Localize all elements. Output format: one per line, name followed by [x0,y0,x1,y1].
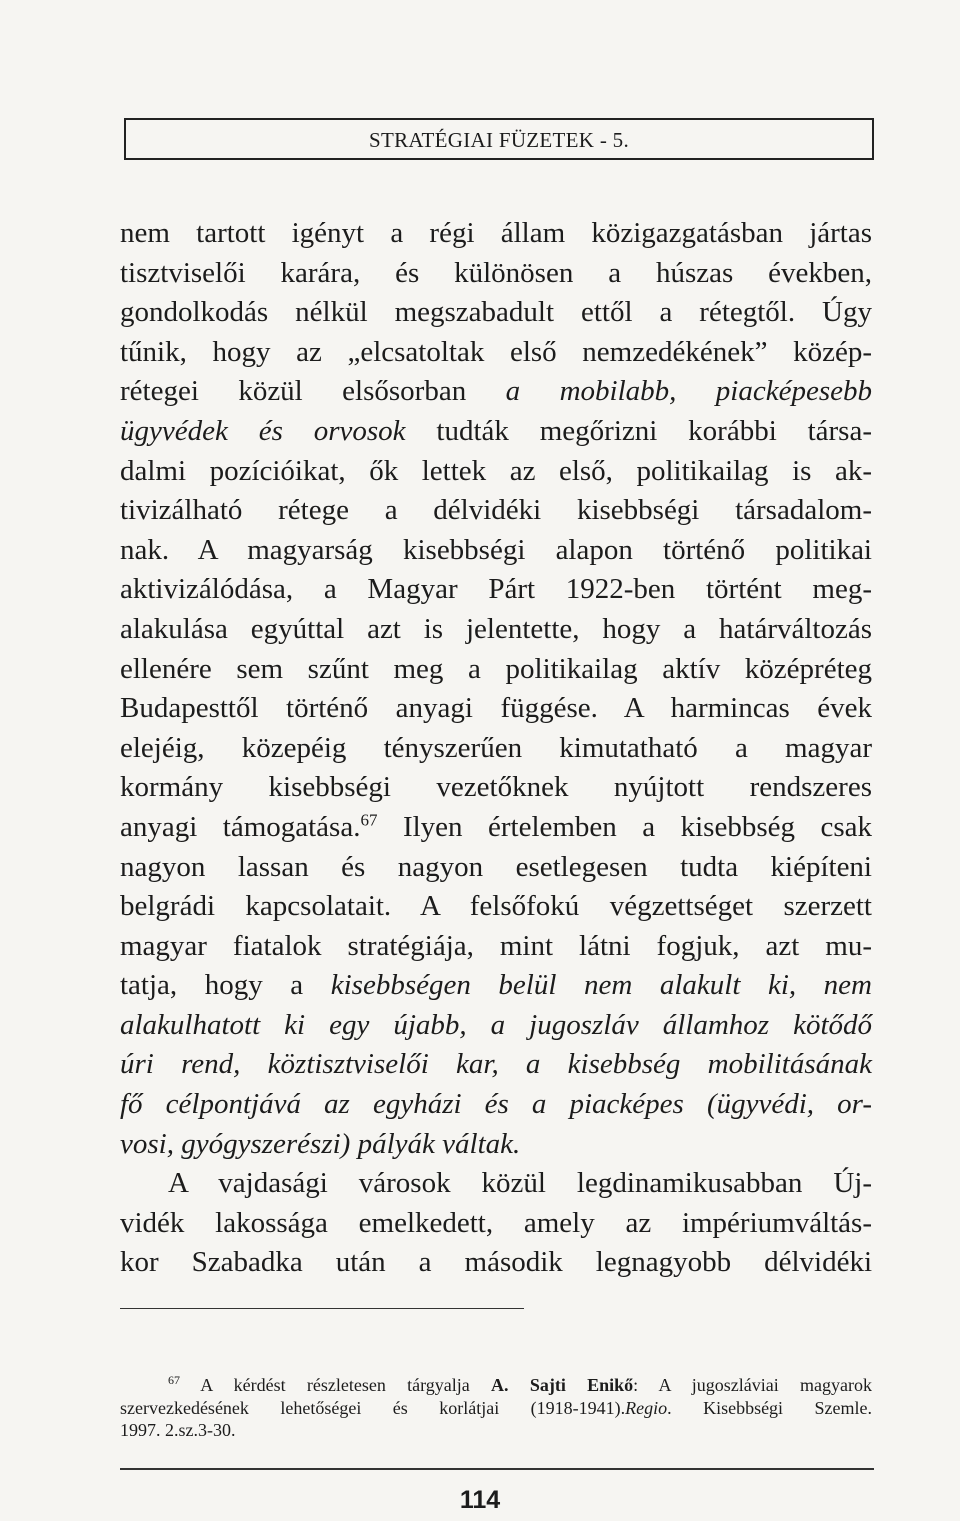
text-line: tivizálható rétege a délvidéki kisebbségi társadalom- [120,494,872,527]
footnote-line: 1997. 2.sz.3-30. [120,1420,236,1440]
text-run: tudták megőrizni korábbi társa- [405,414,872,447]
italic-run: fő célpontjává az egyházi és a piacképes (ügyvédi, or- [120,1088,872,1121]
italic-run: vosi, gyógyszerészi) pályák váltak. [120,1127,521,1160]
text-line: nem tartott igényt a régi állam közigazgatásban jártas [120,217,872,249]
running-header-title: STRATÉGIAI FÜZETEK - 5. [368,128,630,152]
text-line: alakulása egyúttal azt is jelentette, hogy a határváltozás [120,612,872,645]
text-line: tűnik, hogy az „elcsatoltak első nemzedékének” közép- [120,335,872,368]
text-line [120,1006,872,1046]
footnote-line [120,1397,872,1420]
italic-run: a mobilabb, piacképesebb [505,375,873,408]
page-number: 114 [459,1486,501,1514]
text-line [120,1085,872,1125]
text-line: nagyon lassan és nagyon esetlegesen tudta kiépíteni [120,850,872,883]
italic-run: úri rend, köztisztviselői kar, a kisebbség mobilitásának [120,1048,872,1081]
text-line [120,1125,872,1165]
text-line: belgrádi kapcsolatait. A felsőfokú végzettséget szerzett [120,890,872,923]
text-line: ellenére sem szűnt meg a politikailag aktív középréteg [120,652,872,685]
text-line [120,412,872,452]
text-run: tatja, hogy a [120,969,331,1002]
text-line [120,966,872,1006]
footnote-line [120,1374,872,1397]
text-line: vidék lakossága emelkedett, amely az impériumváltás- [120,1206,872,1239]
text-line: aktivizálódása, a Magyar Párt 1922-ben történt meg- [120,573,872,606]
text-run: szervezkedésének lehetőségei és korlátjai (1918-1941). [120,1397,626,1418]
running-header [124,118,874,160]
text-line: dalmi pozícióikat, ők lettek az első, politikailag is ak- [120,454,872,487]
text-line: A vajdasági városok közül legdinamikusabban Új- [168,1167,872,1200]
text-line [120,372,872,412]
footnote-author: A. Sajti Enikő [491,1375,634,1395]
text-run: anyagi támogatása. [120,810,361,843]
footnote-ref[interactable]: 67 [360,810,378,830]
text-run: . Kisebbségi Szemle. [667,1397,872,1418]
text-line: elejéig, közepéig tényszerűen kimutatható a magyar [120,731,872,764]
italic-run: ügyvédek és orvosok [120,414,406,447]
text-run: A kérdést részletesen tárgyalja [180,1375,492,1395]
text-line: kor Szabadka után a második legnagyobb délvidéki [120,1246,872,1279]
text-line: nak. A magyarság kisebbségi alapon történő politikai [120,533,872,566]
text-line [120,808,872,848]
text-run: Ilyen értelemben a kisebbség csak [377,810,872,843]
footnote [120,1374,872,1442]
footnote-divider [120,1308,524,1309]
text-run: : A jugoszláviai magyarok [633,1375,872,1395]
italic-run: kisebbségen belül nem alakult ki, nem [330,969,872,1002]
text-line: gondolkodás nélkül megszabadult ettől a rétegtől. Úgy [120,296,872,329]
text-line [120,1045,872,1085]
text-line: tisztviselői karára, és különösen a húszas években, [120,256,872,289]
text-line: magyar fiatalok stratégiája, mint látni fogjuk, azt mu- [120,929,872,962]
main-text [120,214,872,1283]
italic-run: alakulhatott ki egy újabb, a jugoszláv államhoz kötődő [120,1008,872,1041]
text-run: rétegei közül elsősorban [120,375,506,408]
bottom-divider [120,1468,874,1470]
text-line: Budapesttől történő anyagi függése. A harmincas évek [120,692,872,725]
text-line: kormány kisebbségi vezetőknek nyújtott rendszeres [120,771,872,804]
footnote-journal: Regio [625,1397,668,1418]
footnote-number: 67 [168,1373,180,1387]
